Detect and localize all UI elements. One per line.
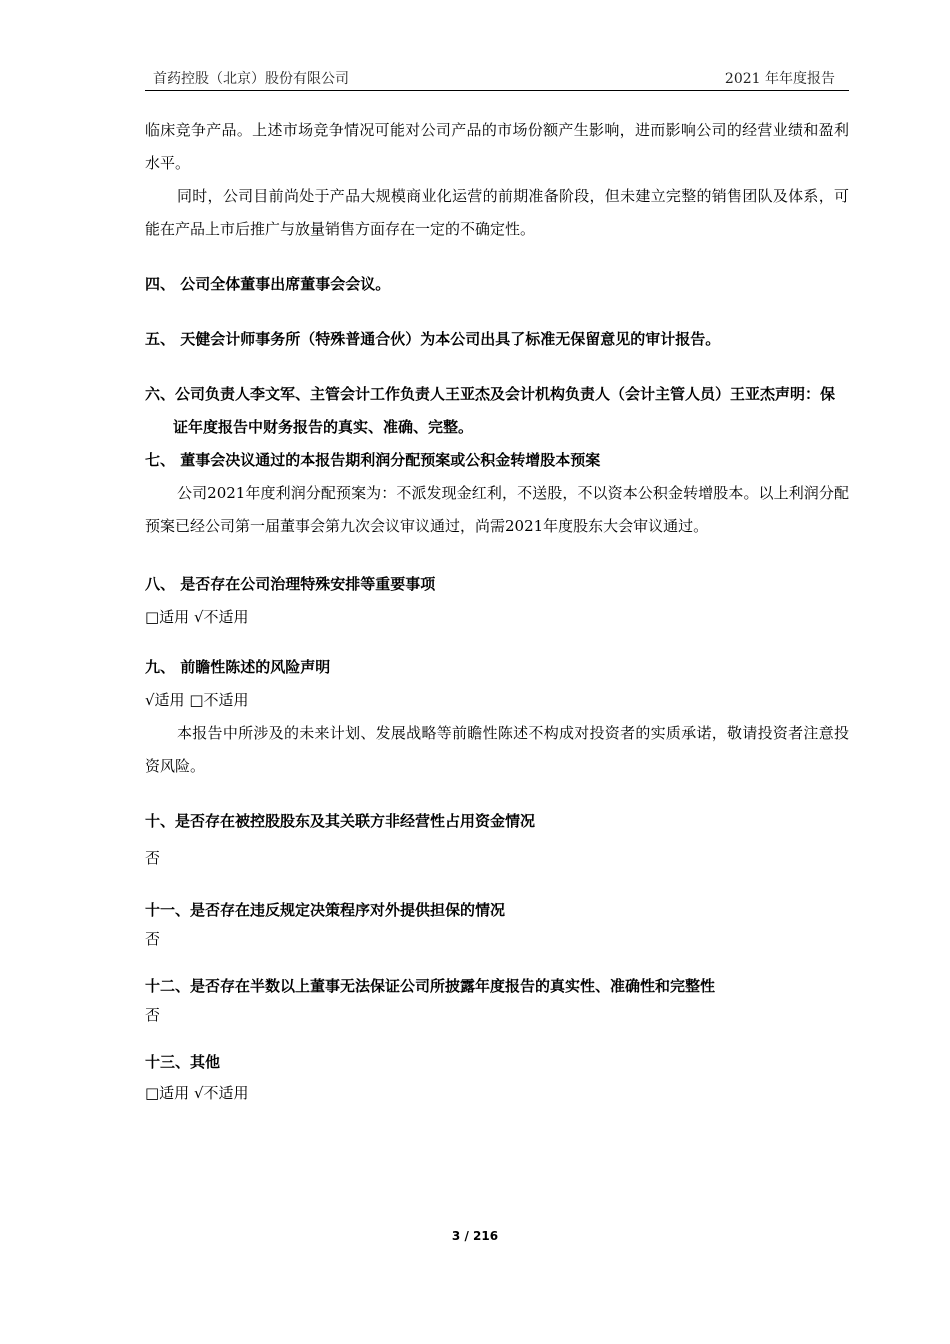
section-10 bbox=[145, 805, 849, 875]
section-5-title: 五、 天健会计师事务所（特殊普通合伙）为本公司出具了标准无保留意见的审计报告。 bbox=[145, 330, 721, 348]
section-11-title: 十一、是否存在违反规定决策程序对外提供担保的情况 bbox=[145, 901, 506, 919]
section-8 bbox=[145, 568, 849, 634]
section-7-body: 公司2021年度利润分配预案为：不派发现金红利，不送股，不以资本公积金转增股本。以上利润分配预案已经公司第一届董事会第九次会议审议通过，尚需2021年度股东大会审议通过。 bbox=[145, 484, 849, 535]
section-13-answer: □适用 √不适用 bbox=[145, 1084, 249, 1102]
section-4 bbox=[145, 268, 849, 301]
section-10-title: 十、是否存在被控股股东及其关联方非经营性占用资金情况 bbox=[145, 812, 536, 830]
section-13 bbox=[145, 1046, 849, 1110]
intro-paragraph-1: 临床竞争产品。上述市场竞争情况可能对公司产品的市场份额产生影响，进而影响公司的经营业绩和盈利水平。 bbox=[145, 121, 849, 172]
section-10-answer: 否 bbox=[145, 849, 161, 867]
section-12-title: 十二、是否存在半数以上董事无法保证公司所披露年度报告的真实性、准确性和完整性 bbox=[145, 977, 716, 995]
section-9-answer: √适用 □不适用 bbox=[145, 691, 249, 709]
section-9-title: 九、 前瞻性陈述的风险声明 bbox=[145, 658, 331, 676]
intro-section bbox=[145, 114, 849, 246]
section-4-title: 四、 公司全体董事出席董事会会议。 bbox=[145, 275, 391, 293]
section-12 bbox=[145, 970, 849, 1032]
section-11 bbox=[145, 894, 849, 956]
section-11-answer: 否 bbox=[145, 930, 161, 948]
header-report-title: 2021 年年度报告 bbox=[724, 71, 835, 87]
section-7 bbox=[145, 444, 849, 543]
header-company: 首药控股（北京）股份有限公司 bbox=[153, 71, 349, 87]
page-header bbox=[145, 66, 849, 91]
section-9-body: 本报告中所涉及的未来计划、发展战略等前瞻性陈述不构成对投资者的实质承诺，敬请投资者注意投资风险。 bbox=[145, 724, 849, 775]
section-8-answer: □适用 √不适用 bbox=[145, 608, 249, 626]
section-8-title: 八、 是否存在公司治理特殊安排等重要事项 bbox=[145, 575, 436, 593]
intro-paragraph-2: 同时，公司目前尚处于产品大规模商业化运营的前期准备阶段，但未建立完整的销售团队及体系，可能在产品上市后推广与放量销售方面存在一定的不确定性。 bbox=[145, 187, 849, 238]
section-7-title: 七、 董事会决议通过的本报告期利润分配预案或公积金转增股本预案 bbox=[145, 451, 601, 469]
section-9 bbox=[145, 651, 849, 783]
section-13-title: 十三、其他 bbox=[145, 1053, 221, 1071]
section-6 bbox=[145, 378, 849, 444]
section-12-answer: 否 bbox=[145, 1006, 161, 1024]
section-5 bbox=[145, 323, 849, 356]
page-number: 3 / 216 bbox=[451, 1229, 499, 1243]
section-6-title: 六、公司负责人李文军、主管会计工作负责人王亚杰及会计机构负责人（会计主管人员）王亚杰声明：保证年度报告中财务报告的真实、准确、完整。 bbox=[145, 385, 836, 436]
